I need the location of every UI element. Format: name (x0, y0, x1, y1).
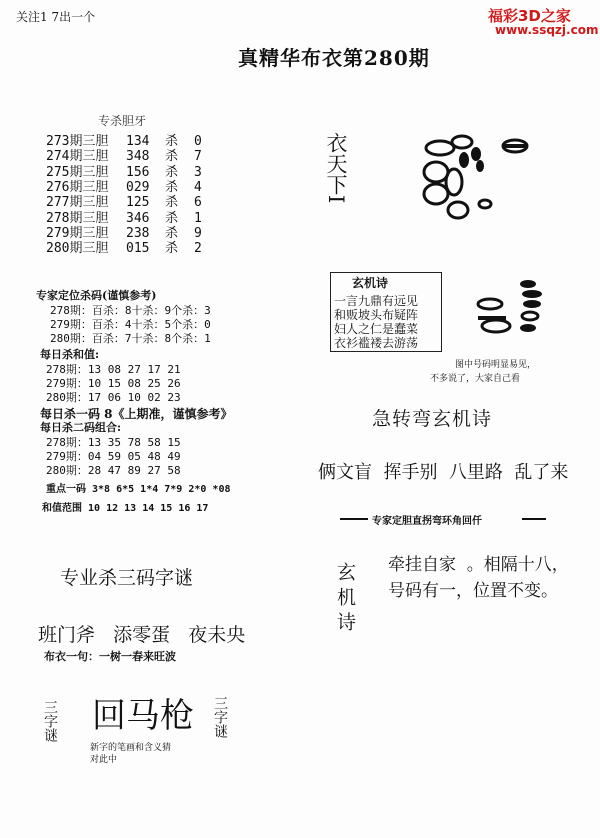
kill-row-label: 杀 (165, 210, 179, 226)
kill-row-label: 杀 (165, 241, 179, 257)
riddle-left-label: 三字谜 (42, 700, 58, 742)
xuanji-title: 玄机诗 (352, 276, 389, 290)
kill-row-period: 279期三胆 (46, 225, 109, 241)
riddle-note-1: 新字的笔画和含义猜 (90, 743, 172, 753)
poem-line: 和贩坡头布疑阵 (334, 308, 419, 322)
expert-line: 专家定胆直拐弯环角回仟 (372, 516, 482, 527)
position-kill-row: 278期：百杀：8十杀：9个杀：3 (50, 304, 211, 317)
kill-row-value: 0 (194, 134, 202, 149)
poem2-line-1: 牵挂自家 。相隔十八， (388, 555, 569, 575)
position-kill-title: 专家定位杀码(谨慎参考) (36, 289, 157, 302)
daily-kill-sum-row: 278期：13 08 27 17 21 (46, 363, 181, 376)
kill-row-label: 杀 (165, 149, 179, 165)
kill-row-label: 杀 (165, 195, 179, 211)
kill-row-period: 275期三胆 (46, 164, 109, 180)
poem-line: 妇人之仁是蠢菜 (334, 322, 419, 336)
coins-illustration (400, 130, 550, 230)
top-note: 关注1 7出一个 (16, 10, 96, 24)
daily-kill-sum-row: 279期：10 15 08 25 26 (46, 377, 181, 390)
kill-row-digits: 134 (126, 134, 150, 149)
image-note-1: 图中号码明显易见， (455, 360, 537, 370)
kill-row-period: 278期三胆 (46, 210, 109, 226)
kill-row-digits: 346 (126, 210, 150, 226)
yitianxia-text: 衣天下I (324, 132, 348, 204)
kill-row-period: 274期三胆 (46, 149, 109, 165)
stacked-coins-illustration (470, 276, 580, 346)
daily-kill-sum-row: 280期：17 06 10 02 23 (46, 391, 181, 404)
kill-row-label: 杀 (165, 134, 179, 149)
watermark-brand: 福彩3D之家 (488, 7, 571, 25)
kill-row-value: 2 (194, 241, 202, 257)
riddle-note-2: 对此中 (90, 755, 118, 765)
poem2-line-2: 号码有一，位置不变。 (388, 581, 558, 601)
kill-row-digits: 125 (126, 195, 150, 211)
position-kill-row: 280期：百杀：7十杀：8个杀：1 (50, 332, 211, 345)
riddle-title: 专业杀三码字谜 (60, 567, 194, 589)
riddle-right-label: 三字谜 (212, 696, 228, 738)
riddle-words: 班门斧 添零蛋 夜未央 (38, 624, 246, 646)
divider-right (522, 518, 546, 520)
kill-row-value: 9 (194, 225, 202, 241)
kill-row-label: 杀 (165, 164, 179, 180)
kill-row-period: 276期三胆 (46, 179, 109, 195)
rush-title: 急转弯玄机诗 (372, 408, 493, 430)
daily-kill-two-title: 每日杀二码组合: (40, 421, 122, 434)
kill-row-value: 6 (194, 195, 202, 211)
image-note-2: 不多说了，大家自己看 (430, 374, 521, 384)
poem-line: 衣衫褴褛去游荡 (334, 336, 419, 350)
kill-row-label: 杀 (165, 225, 179, 241)
kill-row-digits: 238 (126, 225, 150, 241)
kill-row-value: 4 (194, 179, 202, 195)
daily-kill-one: 每日杀一码 8《上期准，谨慎参考》 (40, 407, 233, 421)
kill-row-value: 7 (194, 149, 202, 165)
daily-kill-sum-title: 每日杀和值: (40, 348, 100, 361)
poem2-label: 玄机诗 (334, 562, 356, 637)
divider-left (340, 518, 368, 520)
kill-row-period: 273期三胆 (46, 134, 109, 149)
riddle-center-text: 回马枪 (92, 696, 194, 736)
key-one-code: 重点一码 3*8 6*5 1*4 7*9 2*0 *08 (46, 484, 231, 495)
daily-kill-two-row: 278期：13 35 78 58 15 (46, 436, 181, 449)
position-kill-row: 279期：百杀：4十杀：5个杀：0 (50, 318, 211, 331)
kill-row-digits: 156 (126, 164, 150, 180)
kill-row-value: 1 (194, 210, 202, 226)
poem-line: 一言九鼎有远见 (334, 294, 419, 308)
page-title: 真精华布衣第280期 (238, 46, 430, 70)
watermark-url: www.ssqzj.com (495, 23, 599, 37)
kill-row-digits: 348 (126, 149, 150, 165)
kill-row-digits: 029 (126, 179, 150, 195)
daily-kill-two-row: 280期：28 47 89 27 58 (46, 464, 181, 477)
kill-row-digits: 015 (126, 241, 150, 257)
kill-row-period: 277期三胆 (46, 195, 109, 211)
idioms-line: 俩文盲 挥手别 八里路 乱了来 (318, 462, 569, 483)
special-kill-title: 专杀胆牙 (98, 114, 147, 128)
kill-row-label: 杀 (165, 179, 179, 195)
kill-row-value: 3 (194, 164, 202, 180)
buyi-line: 布衣一句：一树一春来旺波 (44, 650, 176, 663)
daily-kill-two-row: 279期：04 59 05 48 49 (46, 450, 181, 463)
kill-row-period: 280期三胆 (46, 241, 109, 257)
sum-range: 和值范围 10 12 13 14 15 16 17 (42, 503, 209, 514)
